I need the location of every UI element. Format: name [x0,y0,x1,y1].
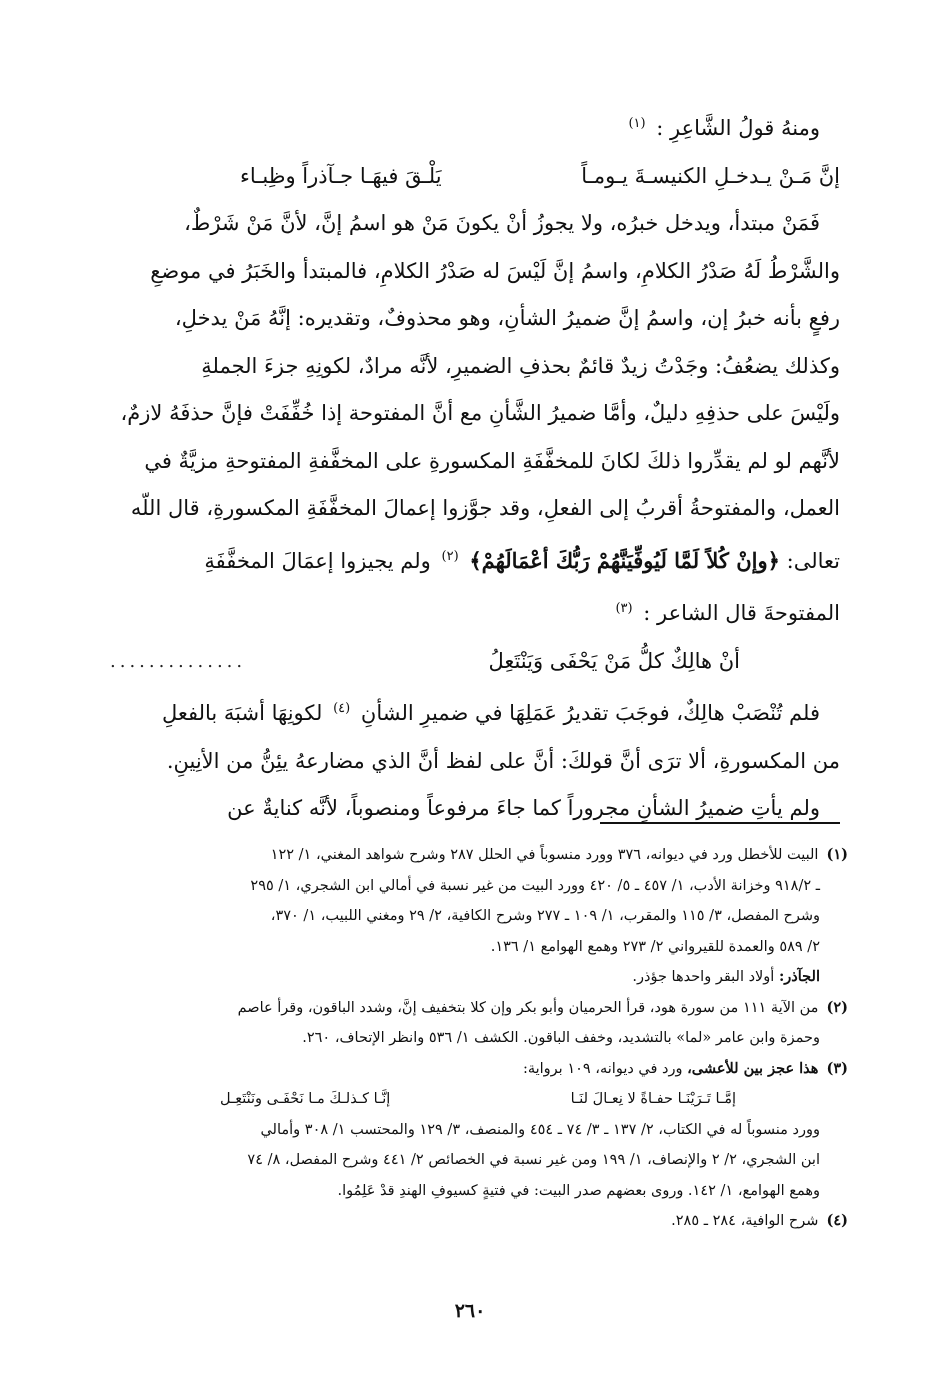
footnote-4-number: (٤) [826,1212,848,1229]
footnote-2-line-2: وحمزة وابن عامر «لما» بالتشديد، وخفف الباقون. الكشف ١/ ٥٣٦ وانظر الإتحاف، ٢٦٠. [302,1030,820,1046]
verse-2-hemistich: أنْ هالِكٌ كلُّ مَنْ يَحْفَى وَيَنْتَعِلُ [488,648,740,673]
gloss-term: الجآذر: [778,968,820,985]
verse-2-omitted-dots: .............. [110,650,247,672]
verse-1-first-hemistich: إنَّ مَـنْ يـدخـلِ الكنيسـةَ يـومـاً [581,163,840,188]
footnote-4-text-1: شرح الوافية، ٢٨٤ ـ ٢٨٥. [671,1213,819,1229]
body-line-2: والشَّرْطُ لَهُ صَدْرُ الكلامِ، واسمُ إنَّ لَيْسَ له صَدْرُ الكلامِ، فالمبتدأ والخَبَرُ في موضعِ [150,258,840,283]
verse-1 [110,153,840,201]
footnote-3-text-1: ورد في ديوانه، ١٠٩ برواية: [522,1060,683,1077]
body-line-fa-part2: لكونِهَا أشبَهَ بالفعلِ [161,701,323,725]
footnote-separator [600,822,840,824]
footnote-3-verse-second: إنَّـا كـذلـكَ مـا نَحْفَـى ونَنْتَعِـل [220,1091,391,1107]
body-line-5: ولَيْسَ على حذفِهِ دليلٌ، وأمَّا ضميرُ الشَّأنِ مع أنَّ المفتوحة إذا خُفِّفَتْ فإنَّ حذفَهُ لازمٌ، [120,401,840,425]
footnote-1-number: (١) [826,846,848,863]
footnote-1-line-1 [90,840,848,871]
footnote-3-bold: هذا عجز بين للأعشى، [687,1059,819,1077]
footnote-1-text-1: البيت للأخطل ورد في ديوانه، ٣٧٦ وورد منسوباً في الحلل ٢٨٧ وشرح شواهد المغني، ١/ ١٢٢ [270,847,819,863]
body-line-4: وكذلك يضعُفُ: وجَدْتُ زيدٌ قائمٌ بحذفِ الضميرِ، لأنَّه مرادٌ، لكونِهِ جزءَ الجملةِ [201,353,840,378]
body-line-3: رفعٍ بأنه خبرُ إن، واسمُ إنَّ ضميرُ الشأنِ، وهو محذوفٌ، وتقديره: إنَّهُ مَنْ يدخلِ، [174,306,840,330]
body-line-b: من المكسورةِ، ألا ترَى أنَّ قولكَ: أنَّ على لفظ أنَّ الذي مضارعهُ يئِنُّ من الأنِينِ. [166,748,840,773]
quran-line [110,533,840,586]
footnote-ref-2: (٢) [441,548,459,564]
quran-prefix: تعالى: [786,548,840,573]
footnote-3-verse [90,1084,848,1115]
body-line-c: ولم يأتِ ضميرُ الشأنِ مجروراً كما جاءَ مرفوعاً ومنصوباً، لأنَّه كنايةٌ عن [227,796,820,820]
footnote-ref-1: (١) [628,116,646,131]
footnote-3-verse-first: إمَّـا تَـرَيْنَـا حفـاةً لا نِعـالَ لنَـا [570,1091,736,1107]
verse-1-second-hemistich: يَلْـقَ فيهَـا جـآذراً وظِبـاء [240,163,442,188]
footnote-1-gloss [90,962,848,993]
main-text [110,100,840,833]
line-after-quran [110,585,840,638]
body-line-fa [110,685,840,738]
body-line-7: العمل، والمفتوحةُ أقربُ إلى الفعلِ، وقد جوَّزوا إعمالَ المخفَّفَةِ المكسورةِ، قال اللّه [130,496,840,520]
footnote-ref-4: (٤) [333,701,351,716]
footnote-2-line-1 [90,993,848,1024]
quran-verse: ﴿وإنْ كُلاً لَمَّا لَيُوفِّيَنَّهُمْ رَبُّكَ أعْمَالَهُمْ﴾ [469,547,780,573]
footnote-3-number: (٣) [826,1059,848,1077]
body-line-1: فَمَنْ مبتدأ، ويدخل خبرُه، ولا يجوزُ أنْ يكونَ مَنْ هو اسمُ إنَّ، لأنَّ مَنْ شَرْطٌ، [184,211,820,235]
footnote-ref-3: (٣) [615,601,633,616]
line-after-quran-text: المفتوحةَ قال الشاعر : [643,601,840,625]
gloss-text: أولاد البقر واحدها جؤذر. [632,969,775,985]
verse-2 [110,638,840,686]
intro-line [110,100,840,153]
footnote-1-line-2: ـ ٩١٨/٢ وخزانة الأدب، ١/ ٤٥٧ ـ ٥/ ٤٢٠ وورد البيت من غير نسبة في أمالي ابن الشجري، ١/ ٢٩٥ [250,877,820,894]
footnote-3-line-3: ابن الشجري، ٢/ ٢ والإنصاف، ١/ ١٩٩ ومن غير نسبة في الخصائص ٢/ ٤٤١ وشرح المفصل، ٨/ ٧٤ [247,1152,820,1168]
footnote-4-line-1 [90,1206,848,1237]
body-line-fa-part1: فلم تُنْصَبْ هالِكٌ، فوجَبَ تقديرُ عَمَلِهَا في ضميرِ الشأنِ [360,701,820,725]
footnote-3-line-4: وهمع الهوامع، ١/ ١٤٢. وروى بعضهم صدر البيت: في فتيةٍ كسيوفِ الهندِ قدْ عَلِمُوا. [337,1182,820,1199]
footnote-3-line-2: وورد منسوباً له في الكتاب، ٢/ ١٣٧ ـ ٣/ ٧٤ ـ ٤٥٤ والمنصف، ٣/ ١٢٩ والمحتسب ١/ ٣٠٨ وأمالي [260,1121,820,1138]
body-line-6: لأنَّهم لو لم يقدِّروا ذلكَ لكانَ للمخفَّفَةِ المكسورةِ على المخفَّفةِ المفتوحةِ مزيَّةٌ في [144,448,840,473]
footnotes [90,840,848,1237]
footnote-3-line-1 [90,1054,848,1085]
footnote-1-line-4: ٢/ ٥٨٩ والعمدة للقيرواني ٢/ ٢٧٣ وهمع الهوامع ١/ ١٣٦. [490,938,820,955]
footnote-2-number: (٢) [826,998,848,1016]
intro-text: ومنهُ قولُ الشَّاعِرِ : [656,116,820,140]
footnote-2-text-1: من الآية ١١١ من سورة هود، قرأ الحرميان وأبو بكر وإن كلا بتخفيف إنَّ، وشدد الباقون، وقرأ عاصم [237,999,819,1016]
quran-suffix: ولم يجيزوا إعمَالَ المخفَّفَةِ [204,548,431,573]
footnote-1-line-3: وشرح المفصل، ٣/ ١١٥ والمقرب، ١/ ١٠٩ ـ ٢٧٧ وشرح الكافية، ٢/ ٢٩ ومغني اللبيب، ١/ ٣٧٠، [270,908,820,924]
page-number: ٢٦٠ [454,1300,486,1322]
